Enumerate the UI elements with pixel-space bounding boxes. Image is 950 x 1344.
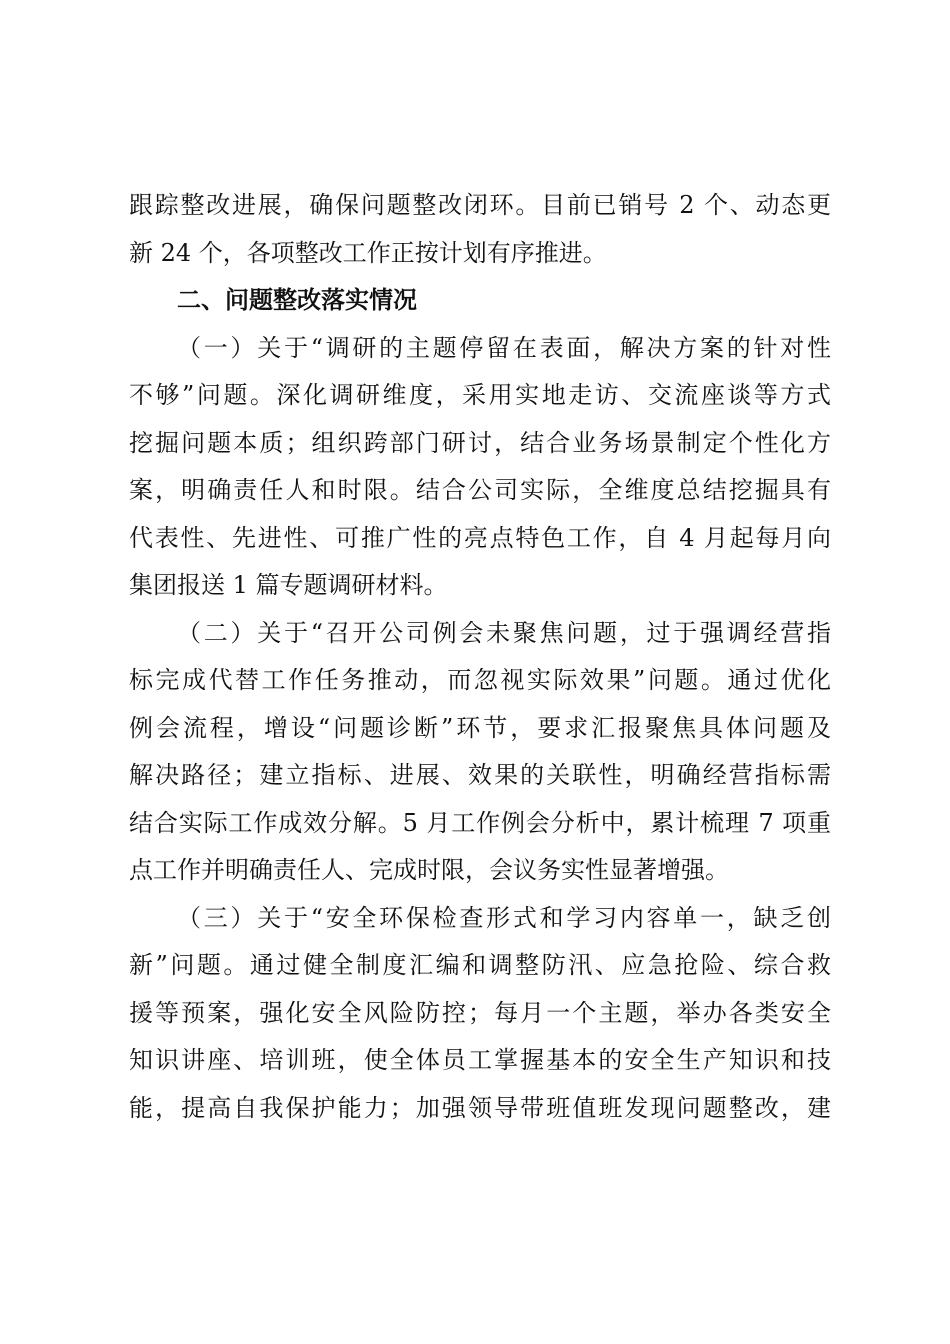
paragraph-line: 能，提高自我保护能力；加强领导带班值班发现问题整改，建 (129, 1093, 831, 1122)
paragraph-line: 不够”问题。深化调研维度，采用实地走访、交流座谈等方式 (129, 381, 831, 409)
paragraph-line: （一）关于“调研的主题停留在表面，解决方案的针对性 (177, 333, 831, 362)
paragraph-line: 新”问题。通过健全制度汇编和调整防汛、应急抢险、综合救 (129, 951, 831, 979)
item-one-paragraph (129, 325, 831, 610)
paragraph-line: 挖掘问题本质；组织跨部门研讨，结合业务场景制定个性化方 (129, 428, 831, 457)
section-heading: 二、问题整改落实情况 (177, 286, 417, 314)
paragraph-line: 援等预案，强化安全风险防控；每月一个主题，举办各类安全 (129, 998, 831, 1027)
paragraph-line: 点工作并明确责任人、完成时限，会议务实性显著增强。 (129, 856, 729, 884)
paragraph-line: （三）关于“安全环保检查形式和学习内容单一，缺乏创 (177, 903, 831, 932)
paragraph-line: 新 24 个，各项整改工作正按计划有序推进。 (129, 238, 607, 267)
paragraph-line: 知识讲座、培训班，使全体员工掌握基本的安全生产知识和技 (129, 1046, 831, 1074)
paragraph-line: 代表性、先进性、可推广性的亮点特色工作，自 4 月起每月向 (129, 523, 831, 552)
item-three-paragraph (129, 895, 831, 1133)
paragraph-line: 结合实际工作成效分解。5 月工作例会分析中，累计梳理 7 项重 (129, 808, 831, 837)
intro-paragraph (129, 182, 831, 277)
paragraph-line: （二）关于“召开公司例会未聚焦问题，过于强调经营指 (177, 618, 831, 647)
item-two-paragraph (129, 610, 831, 895)
paragraph-line: 标完成代替工作任务推动，而忽视实际效果”问题。通过优化 (129, 666, 831, 694)
paragraph-line: 案，明确责任人和时限。结合公司实际，全维度总结挖掘具有 (129, 476, 831, 504)
paragraph-line: 跟踪整改进展，确保问题整改闭环。目前已销号 2 个、动态更 (129, 191, 831, 219)
paragraph-line: 例会流程，增设“问题诊断”环节，要求汇报聚焦具体问题及 (129, 713, 831, 742)
paragraph-line: 集团报送 1 篇专题调研材料。 (129, 571, 448, 599)
document-body (129, 182, 831, 1132)
paragraph-line: 解决路径；建立指标、进展、效果的关联性，明确经营指标需 (129, 761, 831, 789)
